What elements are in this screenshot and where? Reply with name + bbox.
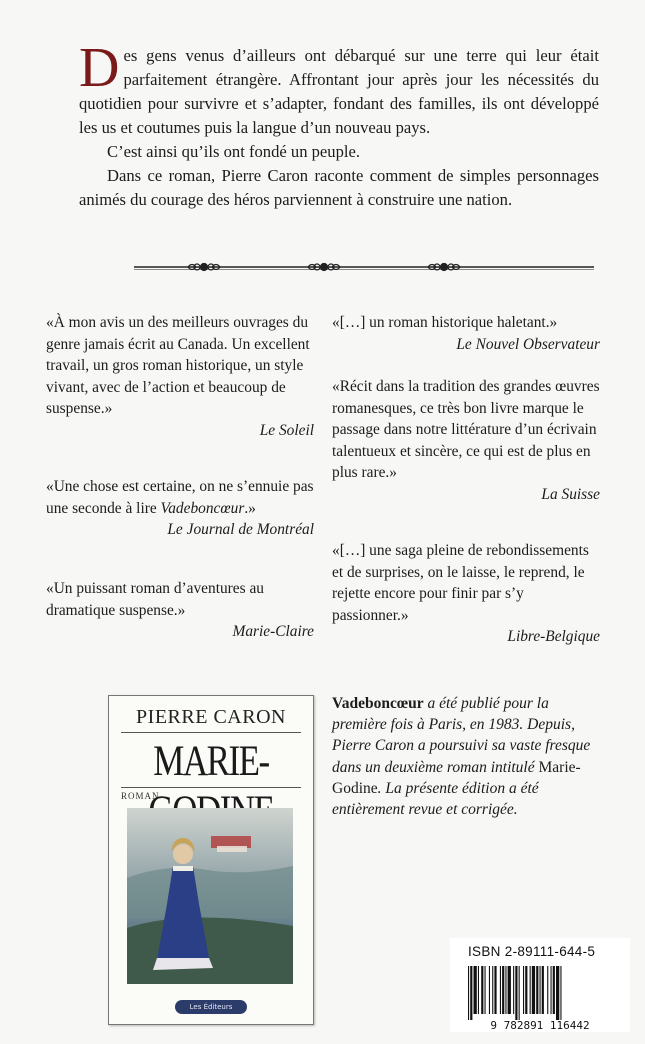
quote-marie-claire: [46, 578, 314, 643]
barcode-bar: [481, 966, 483, 1014]
quote-source: Libre-Belgique: [507, 628, 600, 645]
quote-text: «[…] une saga pleine de rebondissements et de surprises, on le laisse, le reprend, le rejette encore pour finir par s’y passionner.»: [332, 542, 589, 624]
drop-cap: D: [79, 37, 120, 99]
intro-paragraph-1-text: es gens venus d’ailleurs ont débarqué sur une terre qui leur était parfaitement étrangère. Affrontant jour après jour les nécessités du quotidien pour survivre et s’adapter, fondant des familles, ils ont développé les us et coutumes puis la langue d’un nouveau pays.: [79, 46, 599, 137]
cover-rule: [121, 787, 301, 788]
book-title-bold: Vadeboncœur: [332, 695, 424, 712]
quote-le-soleil: [46, 312, 314, 441]
intro-text: [79, 37, 599, 212]
barcode-bar: [560, 966, 561, 1020]
publication-note: [332, 693, 602, 820]
barcode-bar: [470, 966, 472, 1020]
quote-text: «[…] un roman historique haletant.»: [332, 314, 558, 331]
book-title-roman: Marie-Godine: [332, 758, 581, 797]
barcode-bar: [492, 966, 493, 1014]
barcode-bar: [540, 966, 541, 1014]
cover-author: PIERRE CARON: [136, 706, 286, 728]
quote-text: «Un puissant roman d’aventures au dramatique suspense.»: [46, 580, 264, 619]
barcode-bar: [532, 966, 535, 1014]
quote-text: «À mon avis un des meilleurs ouvrages du genre jamais écrit au Canada. Un excellent travail, un gros roman historique, un style vivant, avec de l’action et beaucoup de suspense.»: [46, 314, 310, 417]
barcode-bar: [485, 966, 486, 1014]
intro-paragraph-3: Dans ce roman, Pierre Caron raconte comment de simples personnages animés du courage des héros parviennent à construire une nation.: [79, 166, 599, 209]
barcode-bar: [478, 966, 479, 1014]
barcode-bar: [513, 966, 514, 1014]
barcode-bar: [530, 966, 531, 1014]
publisher-logo: Les Éditeurs: [175, 1000, 247, 1014]
barcode-bar: [494, 966, 496, 1014]
barcode-bar: [519, 966, 520, 1020]
quote-source: Le Journal de Montréal: [167, 521, 314, 538]
isbn-block: [450, 938, 630, 1032]
barcode-bar: [551, 966, 552, 1014]
quote-nouvel-observateur: [332, 312, 600, 355]
barcode-bar: [489, 966, 490, 1014]
barcode-bar: [542, 966, 544, 1014]
publication-note-text: Vadeboncœur a été publié pour la première fois à Paris, en 1983. Depuis, Pierre Caron a poursuivi sa vaste fresque dans un deuxième roman intitulé Marie-Godine. La présente édition a été entièrement revue et corrigée.: [332, 695, 591, 819]
intro-paragraph-2: C’est ainsi qu’ils ont fondé un peuple.: [107, 142, 361, 161]
barcode-icon: [450, 964, 630, 1032]
quote-source: Le Nouvel Observateur: [456, 335, 600, 353]
barcode-digits: 9 782891 116442: [490, 1019, 590, 1032]
barcode-bar: [505, 966, 506, 1014]
quote-journal-de-montreal: [46, 476, 314, 541]
quote-libre-belgique: [332, 540, 600, 648]
isbn-label: ISBN 2-89111-644-5: [468, 944, 596, 959]
ornament-divider: [134, 258, 594, 276]
barcode-bar: [508, 966, 511, 1014]
barcode-bar: [536, 966, 538, 1014]
cover-title: MARIE-: [153, 736, 269, 785]
intro-paragraph-1: [79, 37, 599, 140]
barcode-bar: [556, 966, 559, 1020]
cover-genre-label: ROMAN: [121, 791, 160, 801]
cover-illustration: [127, 808, 293, 984]
barcode-bar: [502, 966, 504, 1014]
barcode-bar: [500, 966, 501, 1014]
barcode-bar: [525, 966, 527, 1014]
barcode-bar: [468, 966, 469, 1020]
quote-text: «Récit dans la tradition des grandes œuvres romanesques, ce très bon livre marque le passage dans notre littérature d’un écrivain talentueux et sincère, ce qui est de plus en plus rare.»: [332, 378, 600, 481]
quote-text: «Une chose est certaine, on ne s’ennuie pas une seconde à lire Vadeboncœur.»: [46, 478, 314, 517]
barcode-bar: [523, 966, 524, 1014]
barcode-bar: [515, 966, 517, 1020]
woman-illustration: [127, 808, 293, 984]
quote-la-suisse: [332, 376, 600, 505]
barcode-bar: [474, 966, 477, 1014]
book-title-italic: Vadeboncœur: [160, 499, 245, 517]
cover-rule: [121, 732, 301, 733]
quote-source: Marie-Claire: [232, 623, 314, 640]
book-cover-thumbnail: [108, 695, 314, 1025]
barcode-bar: [553, 966, 555, 1014]
quote-source: Le Soleil: [259, 421, 314, 439]
barcode-bar: [547, 966, 548, 1014]
quote-source: La Suisse: [541, 485, 600, 503]
